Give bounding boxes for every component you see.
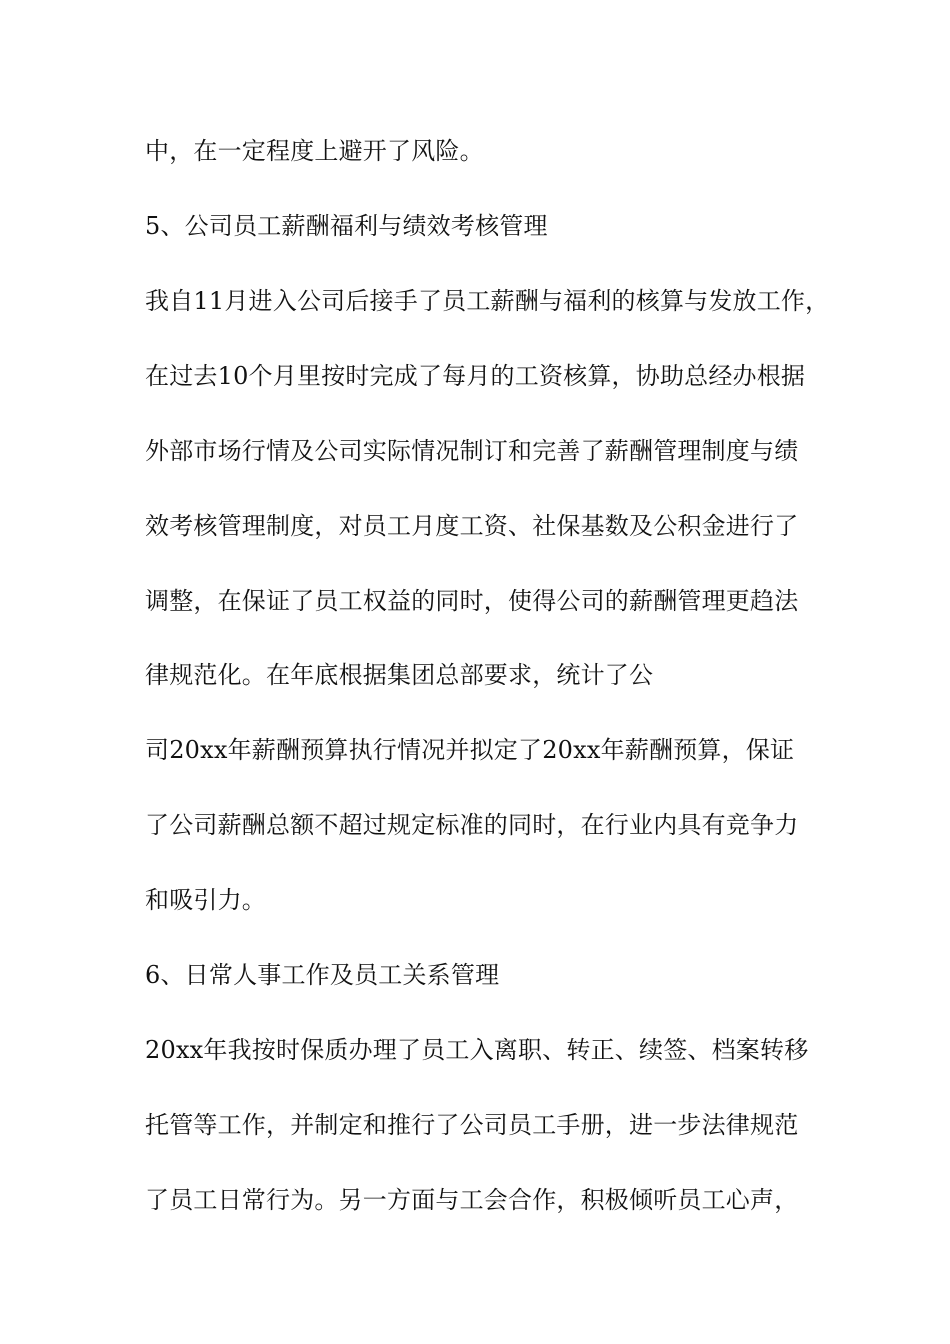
section-heading: 6、日常人事工作及员工关系管理 [145, 961, 500, 989]
text-line: 了员工日常行为。另一方面与工会合作，积极倾听员工心声， [145, 1186, 799, 1214]
text-line: 调整，在保证了员工权益的同时，使得公司的薪酬管理更趋法 [145, 587, 799, 615]
text-line: 中，在一定程度上避开了风险。 [145, 137, 484, 165]
text-line: 律规范化。在年底根据集团总部要求，统计了公 [145, 661, 654, 689]
text-line: 了公司薪酬总额不超过规定标准的同时，在行业内具有竞争力 [145, 811, 799, 839]
text-line: 托管等工作，并制定和推行了公司员工手册，进一步法律规范 [145, 1111, 799, 1139]
text-line: 在过去10个月里按时完成了每月的工资核算，协助总经办根据 [145, 362, 806, 390]
section-heading: 5、公司员工薪酬福利与绩效考核管理 [145, 212, 548, 240]
text-line: 20xx年我按时保质办理了员工入离职、转正、续签、档案转移 [145, 1036, 809, 1064]
text-line: 司20xx年薪酬预算执行情况并拟定了20xx年薪酬预算，保证 [145, 736, 795, 764]
text-line: 和吸引力。 [145, 886, 266, 914]
text-line: 外部市场行情及公司实际情况制订和完善了薪酬管理制度与绩 [145, 437, 799, 465]
text-line: 效考核管理制度，对员工月度工资、社保基数及公积金进行了 [145, 512, 799, 540]
text-line: 我自11月进入公司后接手了员工薪酬与福利的核算与发放工作， [145, 287, 830, 315]
